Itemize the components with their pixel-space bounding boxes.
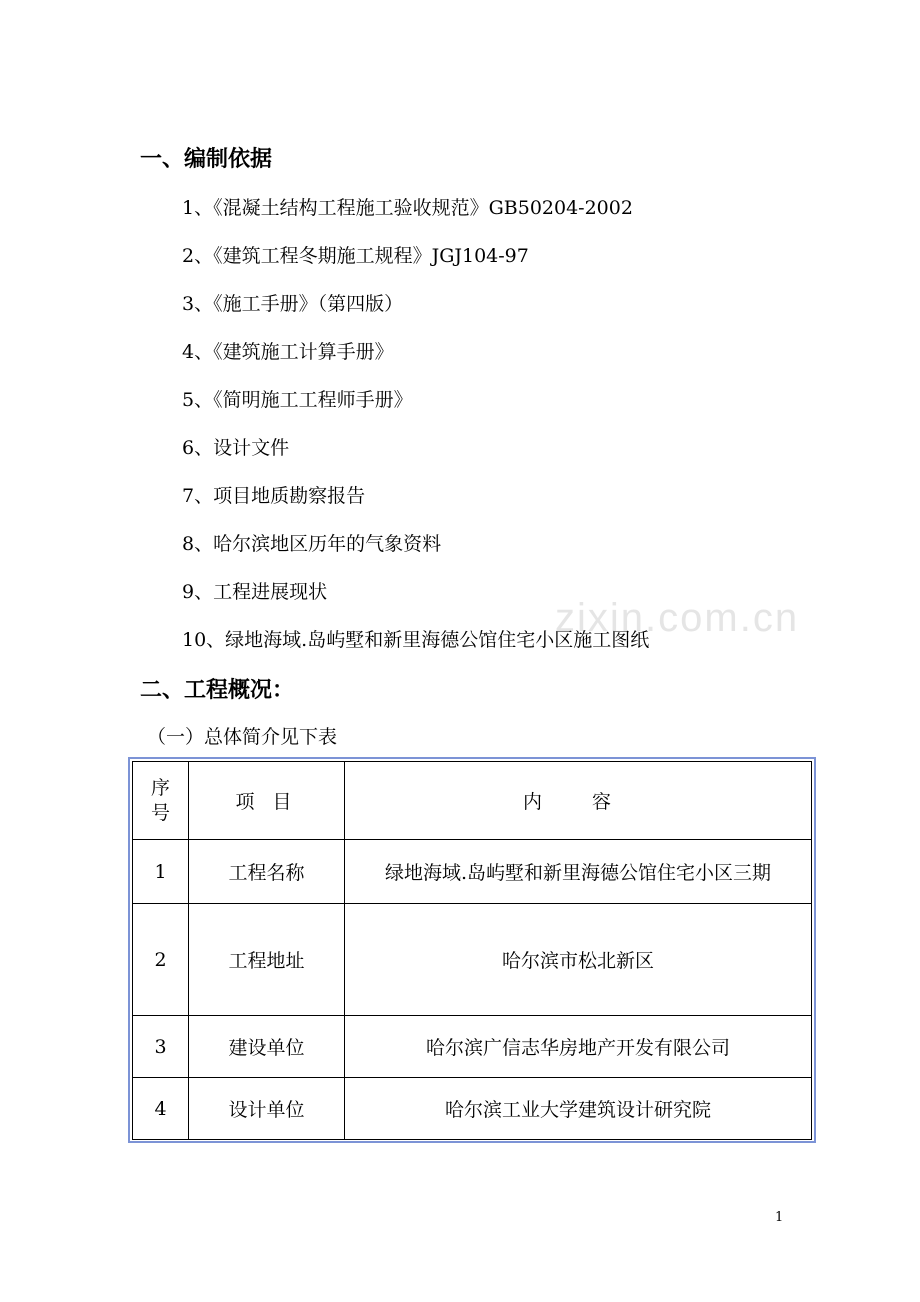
table-row (133, 1078, 812, 1140)
basis-item: 5、《简明施工工程师手册》 (182, 389, 413, 411)
basis-item: 1、《混凝土结构工程施工验收规范》GB50204-2002 (182, 197, 633, 219)
overview-table (132, 761, 812, 1140)
table-header-row (133, 762, 812, 840)
cell-item: 设计单位 (189, 1078, 345, 1140)
header-item: 项 目 (189, 762, 345, 840)
basis-item: 9、工程进展现状 (182, 581, 328, 603)
table-row (133, 1016, 812, 1078)
basis-item: 8、哈尔滨地区历年的气象资料 (182, 533, 442, 555)
page-number: 1 (775, 1210, 784, 1225)
cell-seq: 2 (133, 904, 189, 1016)
header-content: 内 容 (345, 762, 812, 840)
section-heading-basis: 一、编制依据 (140, 147, 273, 172)
overview-subtitle: （一）总体简介见下表 (147, 726, 338, 748)
header-seq-line2: 号 (150, 801, 170, 824)
cell-seq: 3 (133, 1016, 189, 1078)
basis-item: 2、《建筑工程冬期施工规程》JGJ104-97 (182, 245, 529, 267)
overview-table-frame (128, 757, 816, 1143)
cell-content: 哈尔滨工业大学建筑设计研究院 (345, 1078, 812, 1140)
cell-item: 工程地址 (189, 904, 345, 1016)
basis-item: 4、《建筑施工计算手册》 (182, 341, 394, 363)
header-seq (133, 762, 189, 840)
cell-item: 建设单位 (189, 1016, 345, 1078)
table-row (133, 904, 812, 1016)
cell-seq: 1 (133, 840, 189, 904)
header-seq-line1: 序 (150, 776, 170, 799)
cell-content: 哈尔滨广信志华房地产开发有限公司 (345, 1016, 812, 1078)
basis-item: 3、《施工手册》（第四版） (182, 293, 404, 315)
basis-item: 6、设计文件 (182, 437, 290, 459)
basis-item: 10、绿地海域.岛屿墅和新里海德公馆住宅小区施工图纸 (182, 629, 650, 651)
watermark: zixin.com.cn (555, 596, 800, 640)
section-heading-overview: 二、工程概况： (140, 678, 295, 703)
cell-content: 绿地海域.岛屿墅和新里海德公馆住宅小区三期 (345, 840, 812, 904)
table-row (133, 840, 812, 904)
cell-seq: 4 (133, 1078, 189, 1140)
basis-item: 7、项目地质勘察报告 (182, 485, 366, 507)
cell-content: 哈尔滨市松北新区 (345, 904, 812, 1016)
cell-item: 工程名称 (189, 840, 345, 904)
